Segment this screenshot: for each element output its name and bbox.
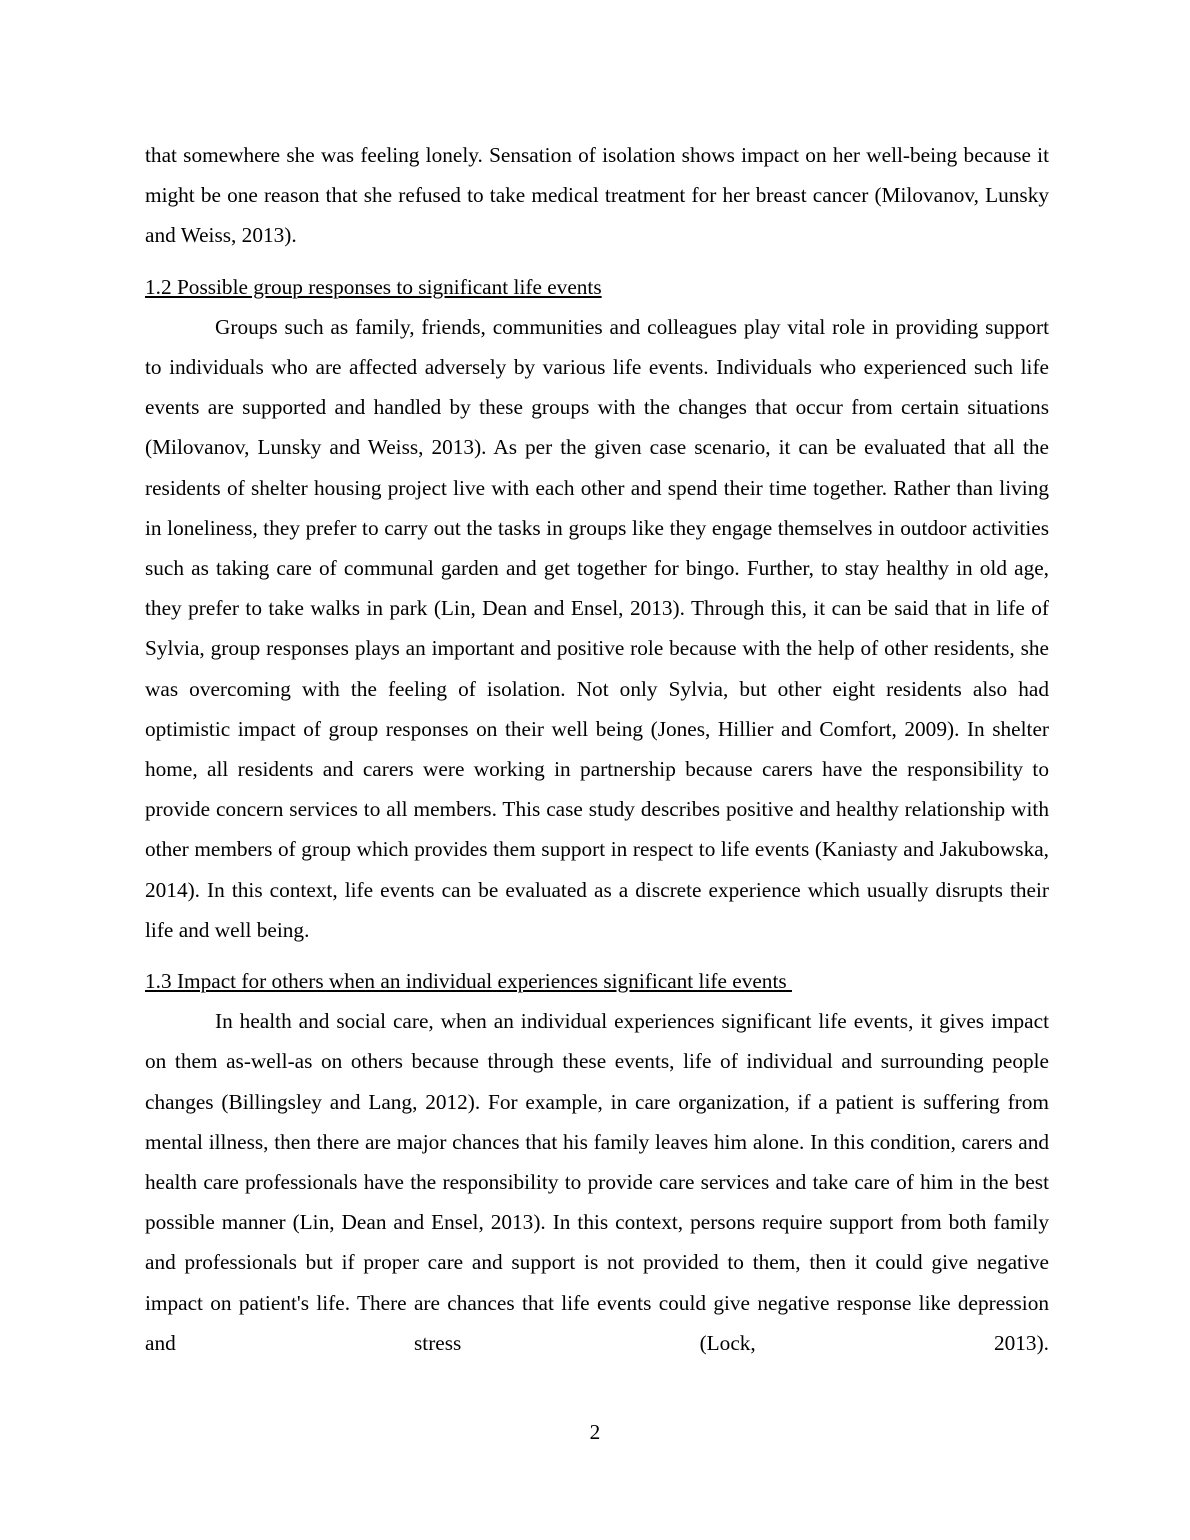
opening-paragraph: that somewhere she was feeling lonely. Sensation of isolation shows impact on her well-being because it might be one reason that she refused to take medical treatment for her breast cancer (Milovanov, Lunsky and Weiss, 2013). [145, 143, 1049, 248]
section-body-1-2: Groups such as family, friends, communities and colleagues play vital role in providing support to individuals who are affected adversely by various life events. Individuals who experienced such life events are supported and handled by these groups with the changes that occur from certain situations (Milovanov, Lunsky and Weiss, 2013). As per the given case scenario, it can be evaluated that all the residents of shelter housing project live with each other and spend their time together. Rather than living in loneliness, they prefer to carry out the tasks in groups like they engage themselves in outdoor activities such as taking care of communal garden and get together for bingo. Further, to stay healthy in old age, they prefer to take walks in park (Lin, Dean and Ensel, 2013). Through this, it can be said that in life of Sylvia, group responses plays an important and positive role because with the help of other residents, she was overcoming with the feeling of isolation. Not only Sylvia, but other eight residents also had optimistic impact of group responses on their well being (Jones, Hillier and Comfort, 2009). In shelter home, all residents and carers were working in partnership because carers have the responsibility to provide concern services to all members. This case study describes positive and healthy relationship with other members of group which provides them support in respect to life events (Kaniasty and Jakubowska, 2014). In this context, life events can be evaluated as a discrete experience which usually disrupts their life and well being. [145, 314, 1049, 942]
document-page [145, 135, 1049, 1363]
section-heading-1-2: 1.2 Possible group responses to significant life events [145, 274, 602, 299]
section-heading-1-3: 1.3 Impact for others when an individual experiences significant life events [145, 969, 792, 994]
page-number: 2 [589, 1420, 601, 1444]
section-body-1-3: In health and social care, when an individual experiences significant life events, it gives impact on them as-well-as on others because through these events, life of individual and surrounding people changes (Billingsley and Lang, 2012). For example, in care organization, if a patient is suffering from mental illness, then there are major chances that his family leaves him alone. In this condition, carers and health care professionals have the responsibility to provide care services and take care of him in the best possible manner (Lin, Dean and Ensel, 2013). In this context, persons require support from both family and professionals but if proper care and support is not provided to them, then it could give negative impact on patient's life. There are chances that life events could give negative response like depression and stress (Lock, 2013). [145, 1009, 1049, 1355]
